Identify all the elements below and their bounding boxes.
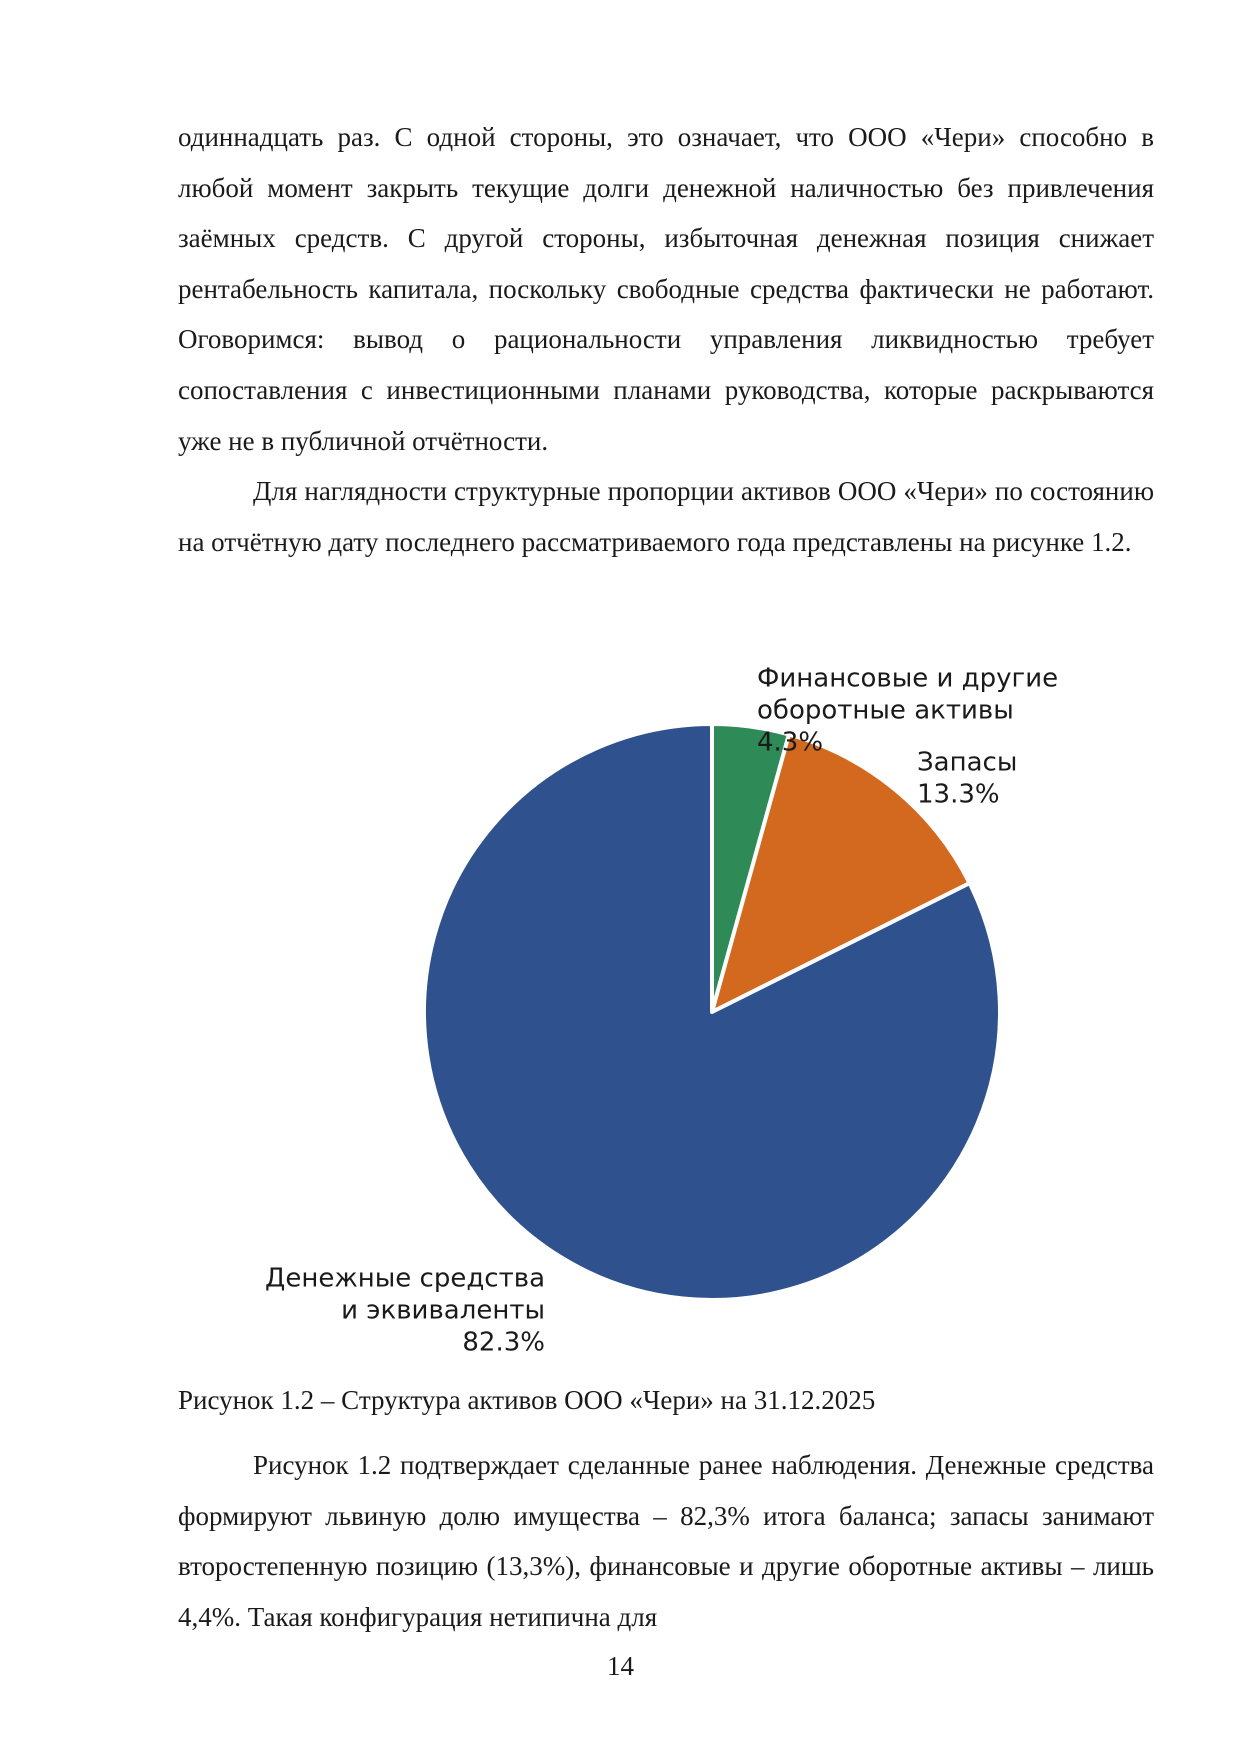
pie-label-text: Запасы bbox=[917, 747, 1018, 778]
pie-label-percent: 4.3% bbox=[757, 727, 824, 758]
pie-label-percent: 13.3% bbox=[917, 779, 1000, 810]
asset-structure-pie-chart bbox=[0, 640, 1241, 1360]
pie-label-text: Денежные средства bbox=[265, 1263, 545, 1294]
body-paragraph-1: одиннадцать раз. С одной стороны, это означает, что ООО «Чери» способно в любой момент закрыть текущие долги денежной наличностью без привлечения заёмных средств. С другой стороны, избыточная денежная позиция снижает рентабельность капитала, поскольку свободные средства фактически не работают. Оговоримся: вывод о рациональности управления ликвидностью требует сопоставления с инвестиционными планами руководства, которые раскрываются уже не в публичной отчётности. bbox=[178, 122, 1154, 456]
pie-label-1 bbox=[757, 663, 1058, 757]
pie-label-3 bbox=[265, 1263, 545, 1357]
pie-label-text: Финансовые и другие bbox=[757, 663, 1059, 694]
pie-chart-svg bbox=[0, 640, 1241, 1360]
body-paragraph-2: Для наглядности структурные пропорции активов ООО «Чери» по состоянию на отчётную дату последнего рассматриваемого года представлены на рисунке 1.2. bbox=[178, 476, 1154, 557]
body-paragraph-3: Рисунок 1.2 подтверждает сделанные ранее наблюдения. Денежные средства формируют львиную долю имущества – 82,3% итога баланса; запасы занимают второстепенную позицию (13,3%), финансовые и другие оборотные активы – лишь 4,4%. Такая конфигурация нетипична для bbox=[178, 1450, 1154, 1632]
pie-label-2 bbox=[917, 747, 1017, 809]
pie-label-percent: 82.3% bbox=[462, 1327, 545, 1358]
figure-caption: Рисунок 1.2 – Структура активов ООО «Чери» на 31.12.2025 bbox=[178, 1385, 876, 1415]
page-number: 14 bbox=[607, 1651, 634, 1681]
pie-label-text: оборотные активы bbox=[757, 695, 1014, 726]
pie-label-text: и эквиваленты bbox=[341, 1295, 545, 1326]
